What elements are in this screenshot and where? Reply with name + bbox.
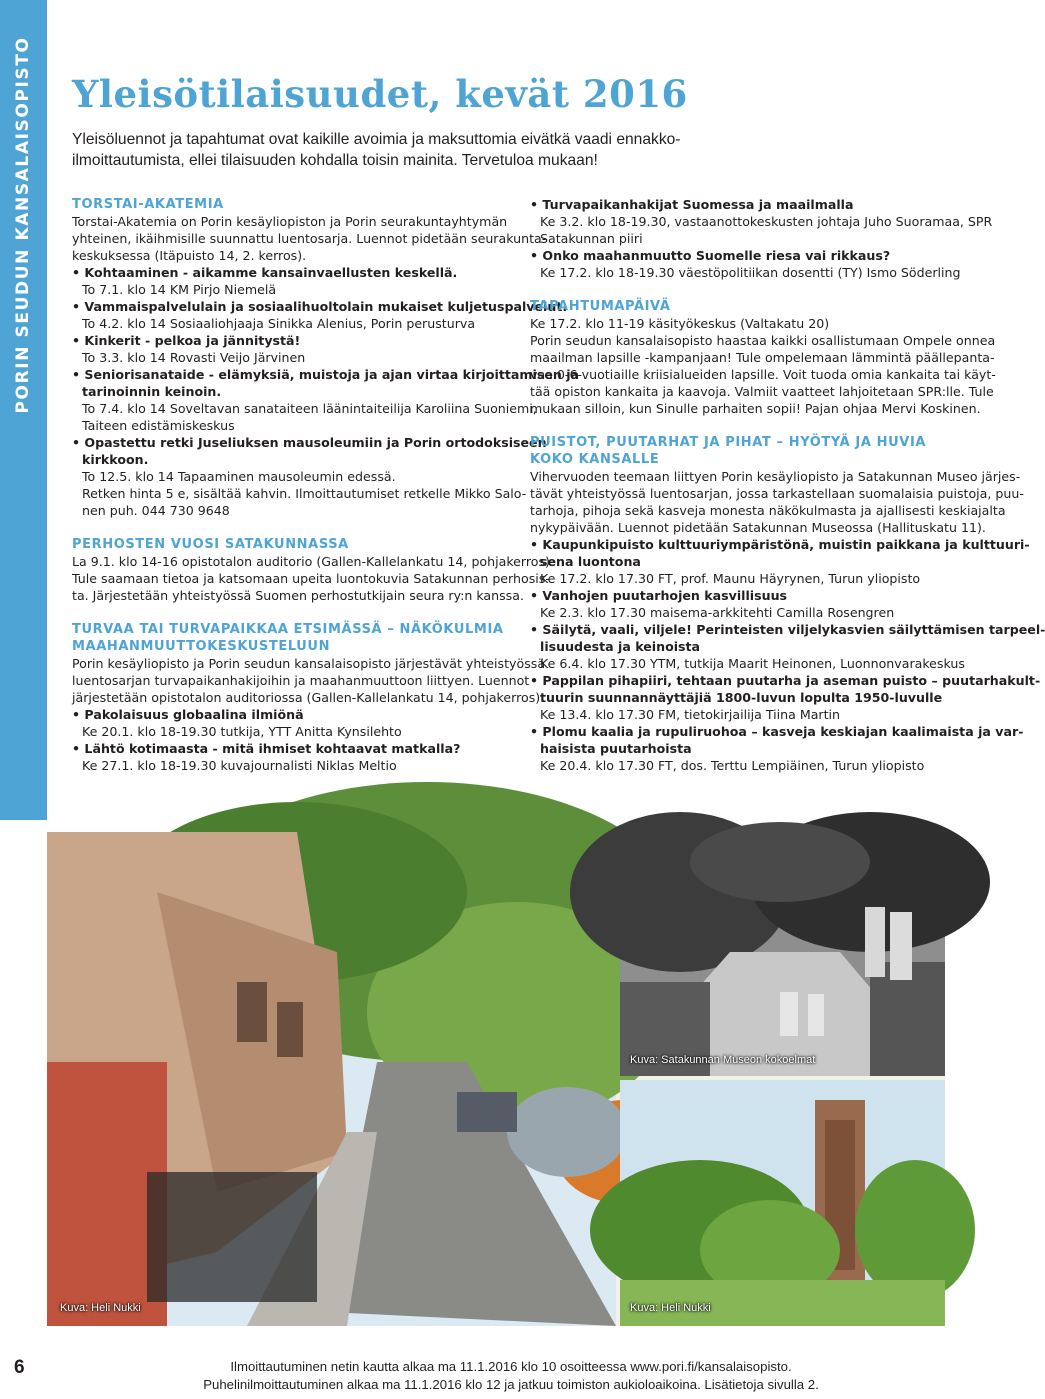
text-line: Vihervuoden teemaan liittyen Porin kesäyliopisto ja Satakunnan Museo järjes- (530, 469, 1021, 484)
section-heading-turvaa: MAAHANMUUTTOKESKUSTELUUN (72, 639, 331, 654)
text-line: luentosarjan turvapaikanhakijoihin ja maahanmuuttoon liittyen. Luennot (72, 673, 530, 688)
text-line: Tule saamaan tietoa ja katsomaan upeita luontokuvia Satakunnan perhosis- (72, 571, 550, 586)
intro-line: Yleisöluennot ja tapahtumat ovat kaikille avoimia ja maksuttomia eivätkä vaadi ennakko- (72, 131, 681, 148)
event-title: sena luontona (540, 554, 641, 569)
tower-photo-illustration (620, 1080, 945, 1326)
event-title: • Vammaispalvelulain ja sosiaalihuoltolain mukaiset kuljetuspalvelut. (72, 299, 568, 314)
section-heading-puistot: PUISTOT, PUUTARHAT JA PIHAT – HYÖTYÄ JA HUVIA (530, 435, 927, 450)
photo-collage (47, 832, 945, 1326)
intro-line: ilmoittautumista, ellei tilaisuuden kohdalla toisin mainita. Tervetuloa mukaan! (72, 152, 598, 169)
event-details: Taiteen edistämiskeskus (82, 418, 235, 433)
text-line: tää opiston kankaita ja kaavoja. Valmiit vaatteet lahjoitetaan SPR:lle. Tule (530, 384, 994, 399)
right-column (530, 196, 1045, 774)
event-title: kirkkoon. (82, 452, 149, 467)
event-details: To 3.3. klo 14 Rovasti Veijo Järvinen (82, 350, 306, 365)
left-column (72, 196, 580, 774)
event-details: Ke 20.1. klo 18-19.30 tutkija, YTT Anitta Kynsilehto (82, 724, 402, 739)
sidebar-band (0, 0, 47, 820)
event-title: • Seniorisanataide - elämyksiä, muistoja ja ajan virtaa kirjoittamisen ja (72, 367, 580, 382)
event-details: Ke 6.4. klo 17.30 YTM, tutkija Maarit Heinonen, Luonnonvarakeskus (540, 656, 965, 671)
text-line: mukaan silloin, kun Sinulle parhaiten sopii! Pajan ohjaa Mervi Koskinen. (530, 401, 981, 416)
text-line: Ke 17.2. klo 11-19 käsityökeskus (Valtakatu 20) (530, 316, 830, 331)
intro-text (72, 129, 722, 171)
section-heading-tapahtuma: TAPAHTUMAPÄIVÄ (530, 299, 671, 314)
footer-line: Ilmoittautuminen netin kautta alkaa ma 11.1.2016 klo 10 osoitteessa www.pori.fi/kansalaisopisto. (230, 1359, 792, 1374)
text-line: Porin seudun kansalaisopisto haastaa kaikki osallistumaan Ompele onnea (530, 333, 996, 348)
event-title: • Pakolaisuus globaalina ilmiönä (72, 707, 304, 722)
event-details: Ke 27.1. klo 18-19.30 kuvajournalisti Niklas Meltio (82, 758, 397, 773)
event-title: • Pappilan pihapiiri, tehtaan puutarha ja aseman puisto – puutarhakult- (530, 673, 1041, 688)
street-photo (47, 832, 616, 1326)
sidebar-label-box (0, 0, 47, 440)
event-details: To 12.5. klo 14 Tapaaminen mausoleumin edessä. (82, 469, 396, 484)
event-details: Ke 3.2. klo 18-19.30, vastaanottokeskusten johtaja Juho Suoramaa, SPR (540, 214, 993, 229)
street-photo-illustration (47, 832, 616, 1326)
historic-photo (620, 832, 945, 1076)
text-line: nykypäivään. Luennot pidetään Satakunnan Museossa (Hallituskatu 11). (530, 520, 986, 535)
photo-credit-historic: Kuva: Satakunnan Museon kokoelmat (630, 1054, 816, 1066)
text-line: maailman lapsille -kampanjaan! Tule ompelemaan lämmintä päällepanta- (530, 350, 995, 365)
event-title: • Vanhojen puutarhojen kasvillisuus (530, 588, 788, 603)
event-title: lisuudesta ja keinoista (540, 639, 701, 654)
tower-photo (620, 1080, 945, 1326)
event-details: To 7.4. klo 14 Soveltavan sanataiteen läänintaiteilija Karoliina Suoniemi, (82, 401, 537, 416)
event-details: To 7.1. klo 14 KM Pirjo Niemelä (82, 282, 277, 297)
photo-credit-street: Kuva: Heli Nukki (60, 1302, 141, 1314)
text-line: Porin kesäyliopisto ja Porin seudun kansalaisopisto järjestävät yhteistyössä (72, 656, 546, 671)
text-line: ta. Järjestetään yhteistyössä Suomen perhostutkijain seura ry:n kanssa. (72, 588, 524, 603)
event-title: • Kaupunkipuisto kulttuuriympäristönä, muistin paikkana ja kulttuuri- (530, 537, 1030, 552)
event-details: nen puh. 044 730 9648 (82, 503, 230, 518)
event-title: • Opastettu retki Juseliuksen mausoleumiin ja Porin ortodoksiseen (72, 435, 547, 450)
text-line: Torstai-Akatemia on Porin kesäyliopiston ja Porin seurakuntayhtymän (72, 214, 508, 229)
footer-line: Puhelinilmoittautuminen alkaa ma 11.1.2016 klo 12 ja jatkuu toimiston aukioloaikoina. Lisätietoja sivulla 2. (203, 1377, 819, 1392)
event-title: haisista puutarhoista (540, 741, 692, 756)
event-details: Ke 2.3. klo 17.30 maisema-arkkitehti Camilla Rosengren (540, 605, 895, 620)
text-line: La 9.1. klo 14-16 opistotalon auditorio (Gallen-Kallelankatu 14, pohjakerros) (72, 554, 550, 569)
text-line: keskuksessa (Itäpuisto 14, 2. kerros). (72, 248, 307, 263)
event-title: • Onko maahanmuutto Suomelle riesa vai rikkaus? (530, 248, 891, 263)
event-title: • Kohtaaminen - aikamme kansainvaellusten keskellä. (72, 265, 458, 280)
page-title: Yleisötilaisuudet, kevät 2016 (72, 72, 688, 116)
text-line: tarhoja, pihoja sekä kasveja monesta näkökulmasta ja ajallisesti keskiajalta (530, 503, 1006, 518)
section-heading-perhoset: PERHOSTEN VUOSI SATAKUNNASSA (72, 537, 349, 552)
event-details: Ke 13.4. klo 17.30 FM, tietokirjailija Tiina Martin (540, 707, 841, 722)
event-details: Satakunnan piiri (540, 231, 643, 246)
section-heading-turvaa: TURVAA TAI TURVAPAIKKAA ETSIMÄSSÄ – NÄKÖKULMIA (72, 622, 504, 637)
event-details: Retken hinta 5 e, sisältää kahvin. Ilmoittautumiset retkelle Mikko Salo- (82, 486, 527, 501)
event-details: Ke 17.2. klo 17.30 FT, prof. Maunu Häyrynen, Turun yliopisto (540, 571, 921, 586)
text-line: vaa 0-6-vuotiaille kriisialueiden lapsille. Voit tuoda omia kankaita tai käyt- (530, 367, 996, 382)
section-heading-puistot: KOKO KANSALLE (530, 452, 660, 467)
event-details: To 4.2. klo 14 Sosiaaliohjaaja Sinikka Alenius, Porin perusturva (82, 316, 476, 331)
event-details: Ke 20.4. klo 17.30 FT, dos. Terttu Lempiäinen, Turun yliopisto (540, 758, 925, 773)
footer-text (72, 1358, 950, 1394)
event-title: • Säilytä, vaali, viljele! Perinteisten viljelykasvien säilyttämisen tarpeel- (530, 622, 1045, 637)
event-details: Ke 17.2. klo 18-19.30 väestöpolitiikan dosentti (TY) Ismo Söderling (540, 265, 961, 280)
photo-credit-tower: Kuva: Heli Nukki (630, 1302, 711, 1314)
event-title: tuurin suunnannäyttäjiä 1800-luvun lopulta 1950-luvulle (540, 690, 943, 705)
event-title: • Kinkerit - pelkoa ja jännitystä! (72, 333, 301, 348)
section-heading-torstai: TORSTAI-AKATEMIA (72, 197, 224, 212)
historic-photo-illustration (620, 832, 945, 1076)
event-title: tarinoinnin keinoin. (82, 384, 222, 399)
event-title: • Lähtö kotimaasta - mitä ihmiset kohtaavat matkalla? (72, 741, 461, 756)
event-title: • Plomu kaalia ja rupuliruohoa – kasveja keskiajan kaalimaista ja var- (530, 724, 1024, 739)
text-line: järjestetään opistotalon auditoriossa (Gallen-Kallelankatu 14, pohjakerros). (72, 690, 545, 705)
sidebar-label: PORIN SEUDUN KANSALAISOPISTO (13, 36, 33, 414)
event-title: • Turvapaikanhakijat Suomessa ja maailmalla (530, 197, 854, 212)
page-number: 6 (14, 1357, 25, 1378)
text-line: yhteinen, ikäihmisille suunnattu luentosarja. Luennot pidetään seurakunta- (72, 231, 547, 246)
text-line: tävät yhteistyössä luentosarjan, jossa tarkastellaan suomalaisia puistoja, puu- (530, 486, 1024, 501)
